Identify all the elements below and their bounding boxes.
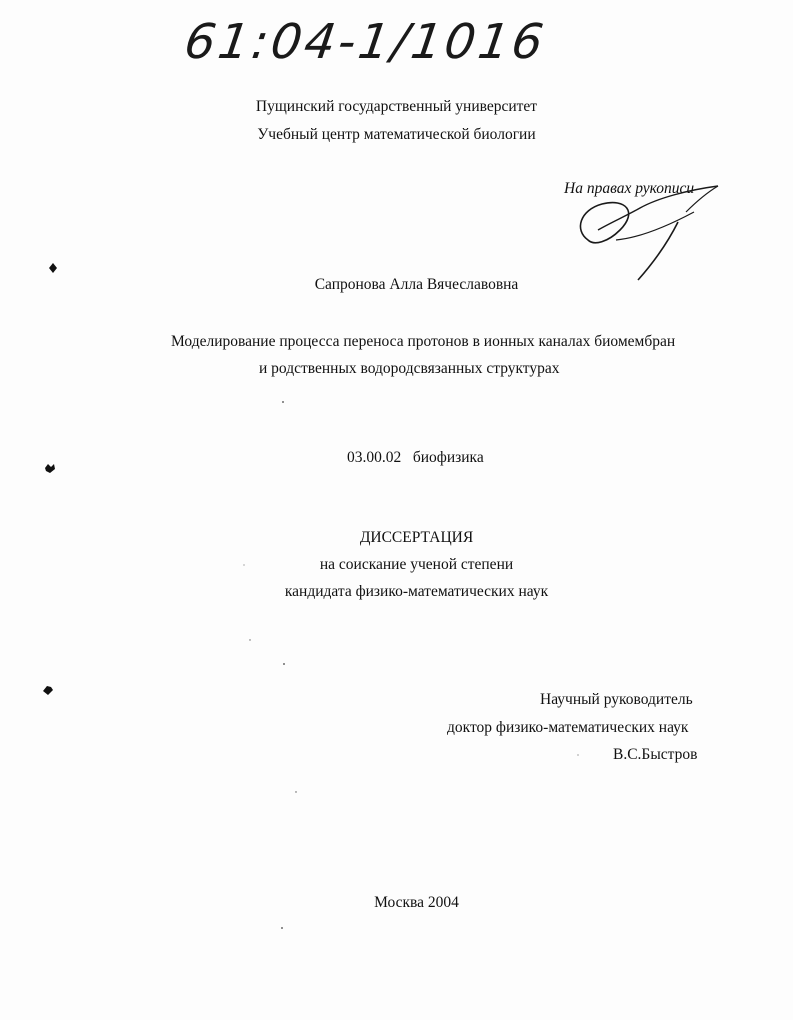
document-type: ДИССЕРТАЦИЯ [359, 529, 474, 546]
center-name: Учебный центр математической биологии [257, 126, 536, 143]
degree-line-2: кандидата физико-математических наук [284, 583, 549, 600]
thesis-title-line-1: Моделирование процесса переноса протонов в ионных каналах биомембран [171, 333, 676, 350]
university-name: Пущинский государственный университет [255, 98, 538, 115]
signature-icon [568, 182, 728, 286]
city-year: Москва 2004 [374, 894, 459, 911]
specialty-code: 03.00.02 биофизика [347, 449, 484, 466]
scan-speck-icon [42, 684, 54, 696]
thesis-title-line-2: и родственных водородсвязанных структурах [259, 360, 560, 377]
supervisor-name: В.С.Быстров [613, 746, 698, 763]
rights-note: На правах рукописи [564, 180, 695, 197]
scan-speck-icon [47, 262, 59, 274]
supervisor-degree: доктор физико-математических наук [447, 719, 689, 736]
degree-line-1: на соискание ученой степени [319, 556, 514, 573]
supervisor-role: Научный руководитель [540, 691, 693, 708]
scan-speck-icon [44, 462, 56, 474]
handwritten-catalog-number: 61:04-1/1016 [181, 14, 550, 70]
author-name: Сапронова Алла Вячеславовна [314, 276, 519, 293]
